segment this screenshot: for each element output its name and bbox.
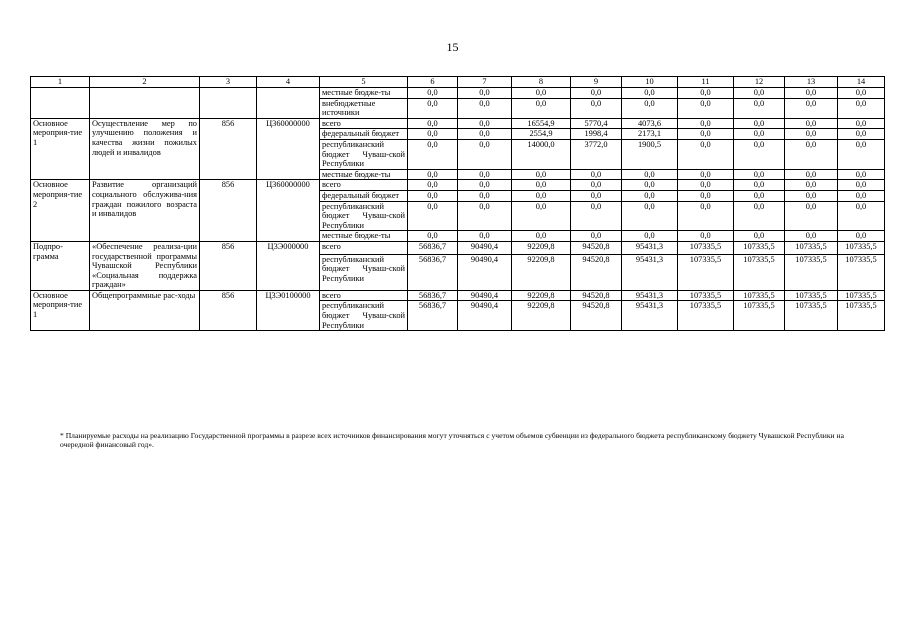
amount-cell: 56836,7 [408,290,458,301]
amount-cell: 0,0 [408,231,458,242]
amount-cell: 95431,3 [622,290,678,301]
funding-source: всего [320,290,408,301]
column-header: 13 [785,77,838,88]
amount-cell: 92209,8 [512,290,571,301]
table-row [31,88,885,99]
amount-cell: 107335,5 [785,241,838,254]
amount-cell: 0,0 [512,190,571,201]
amount-cell: 107335,5 [734,241,785,254]
amount-cell: 94520,8 [571,241,622,254]
amount-cell: 0,0 [458,231,512,242]
group-name [31,88,90,119]
amount-cell: 0,0 [734,139,785,169]
amount-cell: 107335,5 [838,254,885,290]
column-header: 11 [678,77,734,88]
amount-cell: 0,0 [408,118,458,129]
amount-cell: 107335,5 [678,254,734,290]
amount-cell: 56836,7 [408,254,458,290]
amount-cell: 0,0 [838,169,885,180]
amount-cell: 107335,5 [734,301,785,331]
amount-cell: 107335,5 [734,290,785,301]
amount-cell: 107335,5 [678,290,734,301]
amount-cell: 0,0 [678,201,734,231]
amount-cell: 0,0 [458,180,512,191]
column-header: 10 [622,77,678,88]
amount-cell: 92209,8 [512,241,571,254]
header-row [31,77,885,88]
funding-source: всего [320,118,408,129]
amount-cell: 1900,5 [622,139,678,169]
funding-source: местные бюдже-ты [320,231,408,242]
amount-cell: 0,0 [512,201,571,231]
amount-cell: 94520,8 [571,254,622,290]
column-header: 8 [512,77,571,88]
table-body [31,88,885,331]
amount-cell: 0,0 [512,98,571,118]
amount-cell: 0,0 [512,231,571,242]
group-description: Развитие организаций социального обслужива-ния граждан пожилого возраста и инвалидов [90,180,200,242]
footnote: * Планируемые расходы на реализацию Государственной программы в разрезе всех источников финансирования могут уточняться с учетом объемов субвенции из федерального бюджета республиканскому бюджету Чувашской Республики на очередной финансовый год». [60,431,844,450]
amount-cell: 2554,9 [512,129,571,140]
amount-cell: 0,0 [458,201,512,231]
amount-cell: 0,0 [622,98,678,118]
amount-cell: 0,0 [678,180,734,191]
amount-cell: 0,0 [622,190,678,201]
amount-cell: 0,0 [838,88,885,99]
amount-cell: 0,0 [734,201,785,231]
amount-cell: 56836,7 [408,241,458,254]
amount-cell: 0,0 [785,98,838,118]
column-header: 4 [257,77,320,88]
amount-cell: 107335,5 [838,241,885,254]
amount-cell: 0,0 [678,231,734,242]
funding-source: местные бюдже-ты [320,169,408,180]
amount-cell: 95431,3 [622,301,678,331]
amount-cell: 0,0 [678,88,734,99]
amount-cell: 107335,5 [838,290,885,301]
amount-cell: 0,0 [571,201,622,231]
amount-cell: 0,0 [622,231,678,242]
funding-source: федеральный бюджет [320,129,408,140]
amount-cell: 92209,8 [512,254,571,290]
amount-cell: 0,0 [734,231,785,242]
amount-cell: 0,0 [785,231,838,242]
column-header: 2 [90,77,200,88]
amount-cell: 0,0 [408,139,458,169]
amount-cell: 0,0 [678,169,734,180]
amount-cell: 0,0 [571,88,622,99]
amount-cell: 0,0 [785,118,838,129]
amount-cell: 92209,8 [512,301,571,331]
group-description [90,88,200,119]
group-code-2 [257,88,320,119]
group-name: Подпро-грамма [31,241,90,290]
amount-cell: 95431,3 [622,241,678,254]
amount-cell: 0,0 [838,201,885,231]
amount-cell: 107335,5 [678,301,734,331]
amount-cell: 0,0 [785,180,838,191]
amount-cell: 0,0 [838,118,885,129]
amount-cell: 0,0 [408,190,458,201]
column-header: 12 [734,77,785,88]
group-name: Основное мероприя-тие 1 [31,290,90,330]
amount-cell: 0,0 [622,169,678,180]
amount-cell: 0,0 [734,118,785,129]
amount-cell: 0,0 [512,88,571,99]
amount-cell: 0,0 [838,180,885,191]
amount-cell: 107335,5 [785,254,838,290]
amount-cell: 2173,1 [622,129,678,140]
amount-cell: 0,0 [785,139,838,169]
group-description: Осуществление мер по улучшению положения и качества жизни пожилых людей и инвалидов [90,118,200,180]
group-code-1: 856 [200,180,257,242]
funding-source: республиканский бюджет Чуваш-ской Республики [320,301,408,331]
amount-cell: 0,0 [571,169,622,180]
funding-source: внебюджетные источники [320,98,408,118]
amount-cell: 0,0 [785,88,838,99]
amount-cell: 95431,3 [622,254,678,290]
amount-cell: 0,0 [734,129,785,140]
amount-cell: 0,0 [838,139,885,169]
amount-cell: 0,0 [571,231,622,242]
funding-source: местные бюдже-ты [320,88,408,99]
amount-cell: 0,0 [622,201,678,231]
amount-cell: 0,0 [678,98,734,118]
amount-cell: 0,0 [785,190,838,201]
amount-cell: 4073,6 [622,118,678,129]
table-row [31,118,885,129]
amount-cell: 0,0 [678,190,734,201]
amount-cell: 90490,4 [458,301,512,331]
amount-cell: 0,0 [571,98,622,118]
amount-cell: 0,0 [571,190,622,201]
group-name: Основное мероприя-тие 2 [31,180,90,242]
group-code-2: Ц3Э0100000 [257,290,320,330]
column-header: 9 [571,77,622,88]
amount-cell: 0,0 [622,180,678,191]
column-header: 14 [838,77,885,88]
amount-cell: 0,0 [458,129,512,140]
group-description: Общепрограммные рас-ходы [90,290,200,330]
amount-cell: 0,0 [785,129,838,140]
amount-cell: 14000,0 [512,139,571,169]
amount-cell: 5770,4 [571,118,622,129]
amount-cell: 0,0 [734,88,785,99]
amount-cell: 107335,5 [785,290,838,301]
funding-source: всего [320,241,408,254]
group-code-1: 856 [200,118,257,180]
amount-cell: 0,0 [408,98,458,118]
amount-cell: 0,0 [838,190,885,201]
column-header: 7 [458,77,512,88]
amount-cell: 56836,7 [408,301,458,331]
group-code-2: Ц3Э000000 [257,241,320,290]
amount-cell: 0,0 [734,169,785,180]
amount-cell: 90490,4 [458,241,512,254]
amount-cell: 0,0 [408,88,458,99]
group-code-1: 856 [200,241,257,290]
funding-source: всего [320,180,408,191]
column-header: 6 [408,77,458,88]
amount-cell: 0,0 [512,180,571,191]
amount-cell: 0,0 [622,88,678,99]
amount-cell: 0,0 [408,169,458,180]
amount-cell: 0,0 [734,190,785,201]
amount-cell: 0,0 [408,201,458,231]
column-header: 3 [200,77,257,88]
amount-cell: 90490,4 [458,254,512,290]
amount-cell: 0,0 [512,169,571,180]
table-row [31,290,885,301]
group-code-1: 856 [200,290,257,330]
amount-cell: 3772,0 [571,139,622,169]
funding-source: республиканский бюджет Чуваш-ской Республики [320,254,408,290]
column-header: 1 [31,77,90,88]
amount-cell: 0,0 [838,98,885,118]
amount-cell: 0,0 [408,129,458,140]
group-description: «Обеспечение реализа-ции государственной программы Чувашской Республики «Социальная поддержка граждан» [90,241,200,290]
amount-cell: 0,0 [785,201,838,231]
amount-cell: 0,0 [458,118,512,129]
amount-cell: 0,0 [734,98,785,118]
amount-cell: 0,0 [458,169,512,180]
table-row [31,241,885,254]
group-code-2: Ц360000000 [257,118,320,180]
amount-cell: 107335,5 [785,301,838,331]
amount-cell: 0,0 [458,190,512,201]
amount-cell: 94520,8 [571,290,622,301]
page-number: 15 [446,40,459,54]
budget-table [30,76,885,331]
group-name: Основное мероприя-тие 1 [31,118,90,180]
amount-cell: 107335,5 [734,254,785,290]
amount-cell: 94520,8 [571,301,622,331]
funding-source: федеральный бюджет [320,190,408,201]
amount-cell: 0,0 [571,180,622,191]
group-code-2: Ц360000000 [257,180,320,242]
amount-cell: 0,0 [458,98,512,118]
amount-cell: 0,0 [785,169,838,180]
amount-cell: 0,0 [734,180,785,191]
amount-cell: 16554,9 [512,118,571,129]
amount-cell: 0,0 [678,118,734,129]
amount-cell: 90490,4 [458,290,512,301]
amount-cell: 0,0 [678,129,734,140]
amount-cell: 0,0 [458,88,512,99]
amount-cell: 0,0 [408,180,458,191]
table-row [31,180,885,191]
amount-cell: 107335,5 [678,241,734,254]
amount-cell: 107335,5 [838,301,885,331]
amount-cell: 0,0 [678,139,734,169]
amount-cell: 0,0 [838,231,885,242]
funding-source: республиканский бюджет Чуваш-ской Республики [320,139,408,169]
amount-cell: 1998,4 [571,129,622,140]
amount-cell: 0,0 [838,129,885,140]
group-code-1 [200,88,257,119]
amount-cell: 0,0 [458,139,512,169]
column-header: 5 [320,77,408,88]
funding-source: республиканский бюджет Чуваш-ской Республики [320,201,408,231]
